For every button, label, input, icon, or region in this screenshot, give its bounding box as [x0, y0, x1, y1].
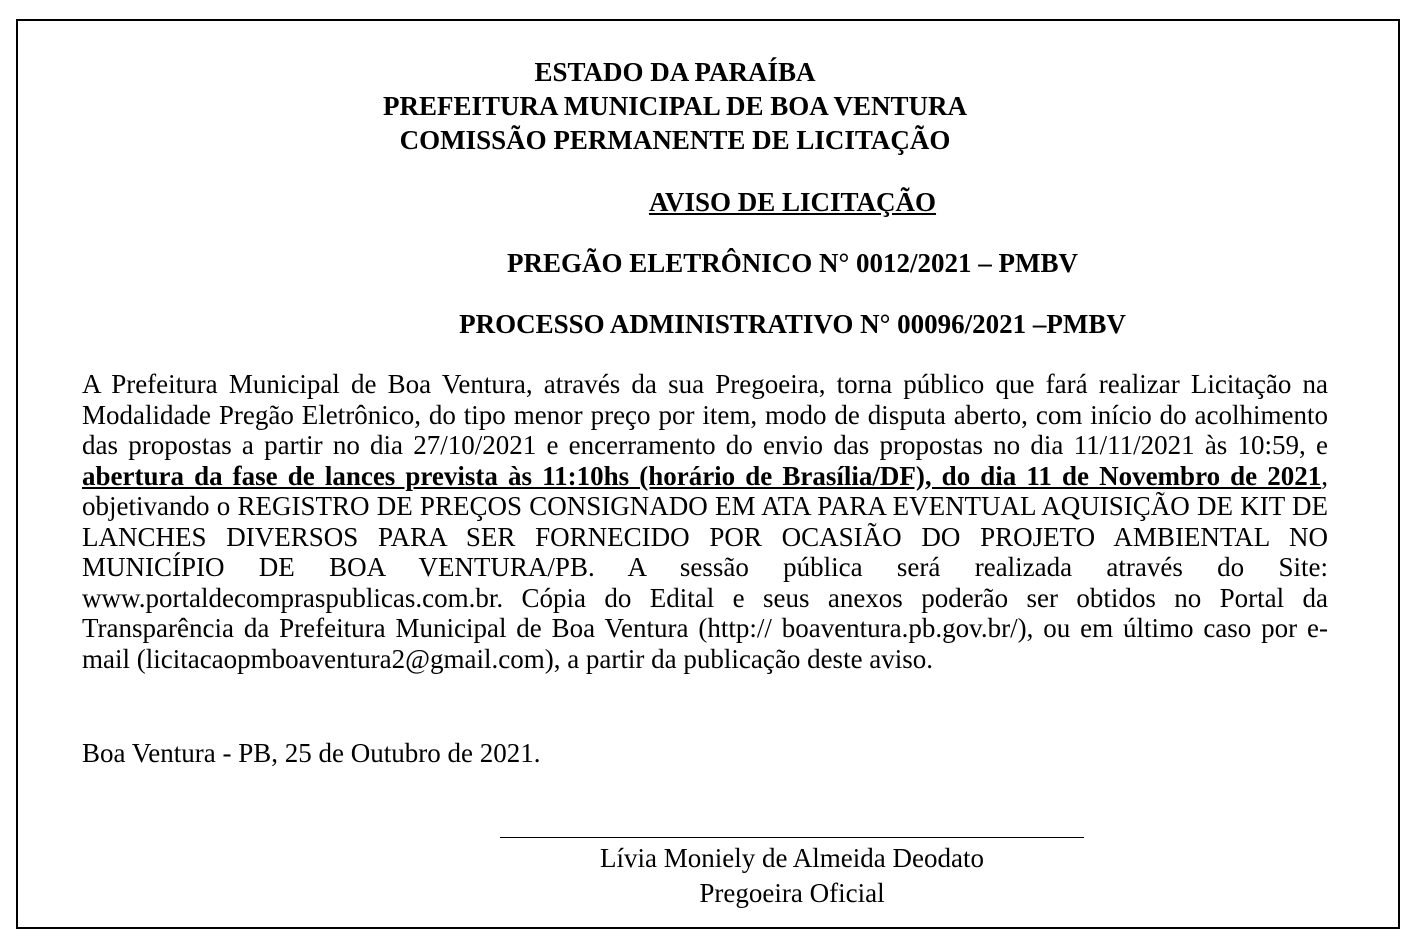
- place-date: Boa Ventura - PB, 25 de Outubro de 2021.: [82, 738, 541, 768]
- header-prefeitura: PREFEITURA MUNICIPAL DE BOA VENTURA: [382, 91, 968, 121]
- notice-body: [82, 369, 1328, 674]
- signatory-role: Pregoeira Oficial: [699, 878, 885, 908]
- body-part-1: A Prefeitura Municipal de Boa Ventura, através da sua Pregoeira, torna público que fará realizar Licitação na Modalidade Pregão Eletrônico, do tipo menor preço por item, modo de disputa aberto, com início do acolhimento das propostas a partir no dia 27/10/2021 e encerramento do envio das propostas no dia 11/11/2021 às 10:59, e: [82, 369, 1328, 460]
- processo-number: PROCESSO ADMINISTRATIVO N° 00096/2021 –PMBV: [459, 309, 1126, 339]
- body-highlight: abertura da fase de lances prevista às 11:10hs (horário de Brasília/DF), do dia 11 de Novembro de 2021: [82, 460, 1322, 491]
- signature-line: [500, 837, 1084, 838]
- header-comissao: COMISSÃO PERMANENTE DE LICITAÇÃO: [399, 125, 951, 155]
- signatory-name: Lívia Moniely de Almeida Deodato: [600, 843, 984, 873]
- pregao-number: PREGÃO ELETRÔNICO N° 0012/2021 – PMBV: [506, 248, 1079, 278]
- body-part-2: , objetivando o REGISTRO DE PREÇOS CONSIGNADO EM ATA PARA EVENTUAL AQUISIÇÃO DE KIT DE LANCHES DIVERSOS PARA SER FORNECIDO POR OCASIÃO DO PROJETO AMBIENTAL NO MUNICÍPIO DE BOA VENTURA/PB. A sessão pública será realizada através do Site: www.portaldecompraspublicas.com.br. Cópia do Edital e seus anexos poderão ser obtidos no Portal da Transparência da Prefeitura Municipal de Boa Ventura (http:// boaventura.pb.gov.br/), ou em último caso por e-mail (licitacaopmboaventura2@gmail.com), a partir da publicação deste aviso.: [82, 460, 1328, 674]
- notice-title: AVISO DE LICITAÇÃO: [648, 187, 937, 217]
- header-state: ESTADO DA PARAÍBA: [534, 57, 816, 87]
